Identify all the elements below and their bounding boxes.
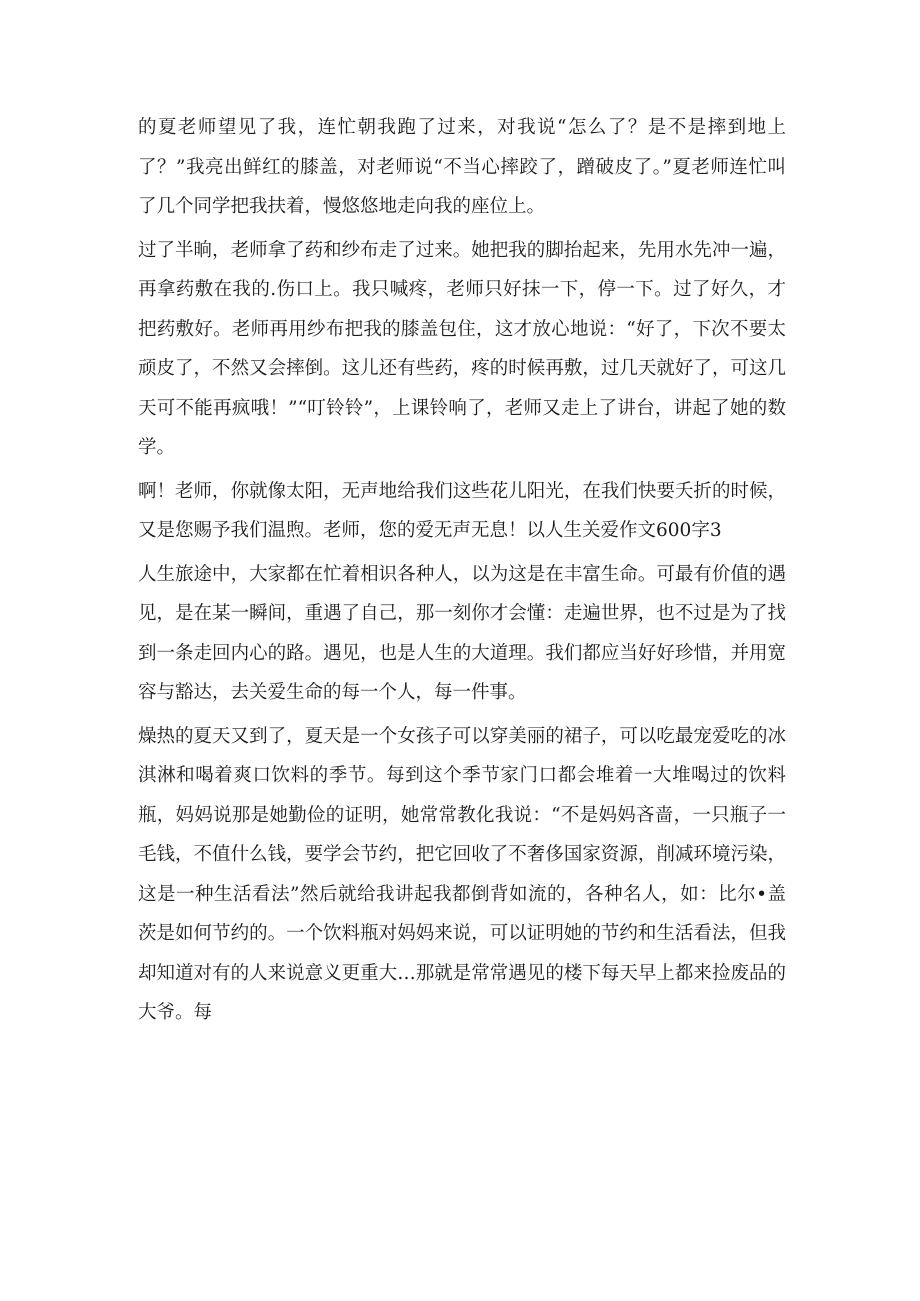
paragraph-4: 人生旅途中，大家都在忙着相识各种人，以为这是在丰富生命。可最有价值的遇见，是在某一瞬间，重遇了自己，那一刻你才会懂：走遍世界，也不过是为了找到一条走回内心的路。遇见，也是人生的大道理。我们都应当好好珍惜，并用宽容与豁达，去关爱生命的每一个人，每一件事。 <box>138 563 786 703</box>
paragraph-1: 的夏老师望见了我，连忙朝我跑了过来，对我说“怎么了？是不是摔到地上了？”我亮出鲜红的膝盖，对老师说“不当心摔跤了，蹭破皮了。”夏老师连忙叫了几个同学把我扶着，慢悠悠地走向我的座位上。 <box>138 117 786 217</box>
document-body <box>138 108 786 1037</box>
paragraph-5: 燥热的夏天又到了，夏天是一个女孩子可以穿美丽的裙子，可以吃最宠爱吃的冰淇淋和喝着爽口饮料的季节。每到这个季节家门口都会堆着一大堆喝过的饮料瓶，妈妈说那是她勤俭的证明，她常常教化我说：“不是妈妈吝啬，一只瓶子一毛钱，不值什么钱，要学会节约，把它回收了不奢侈国家资源，削减环境污染，这是一种生活看法”然后就给我讲起我都倒背如流的，各种名人，如：比尔•盖茨是如何节约的。一个饮料瓶对妈妈来说，可以证明她的节约和生活看法，但我却知道对有的人来说意义更重大…那就是常常遇见的楼下每天早上都来捡废品的大爷。每 <box>138 725 786 1023</box>
paragraph-2: 过了半晌，老师拿了药和纱布走了过来。她把我的脚抬起来，先用水先冲一遍，再拿药敷在我的.伤口上。我只喊疼，老师只好抹一下，停一下。过了好久，才把药敷好。老师再用纱布把我的膝盖包住，这才放心地说：“好了，下次不要太顽皮了，不然又会摔倒。这儿还有些药，疼的时候再敷，过几天就好了，可这几天可不能再疯哦！”“叮铃铃”，上课铃响了，老师又走上了讲台，讲起了她的数学。 <box>138 239 786 458</box>
paragraph-3: 啊！老师，你就像太阳，无声地给我们这些花儿阳光，在我们快要夭折的时候，又是您赐予我们温煦。老师，您的爱无声无息！以人生关爱作文600字3 <box>138 480 786 541</box>
